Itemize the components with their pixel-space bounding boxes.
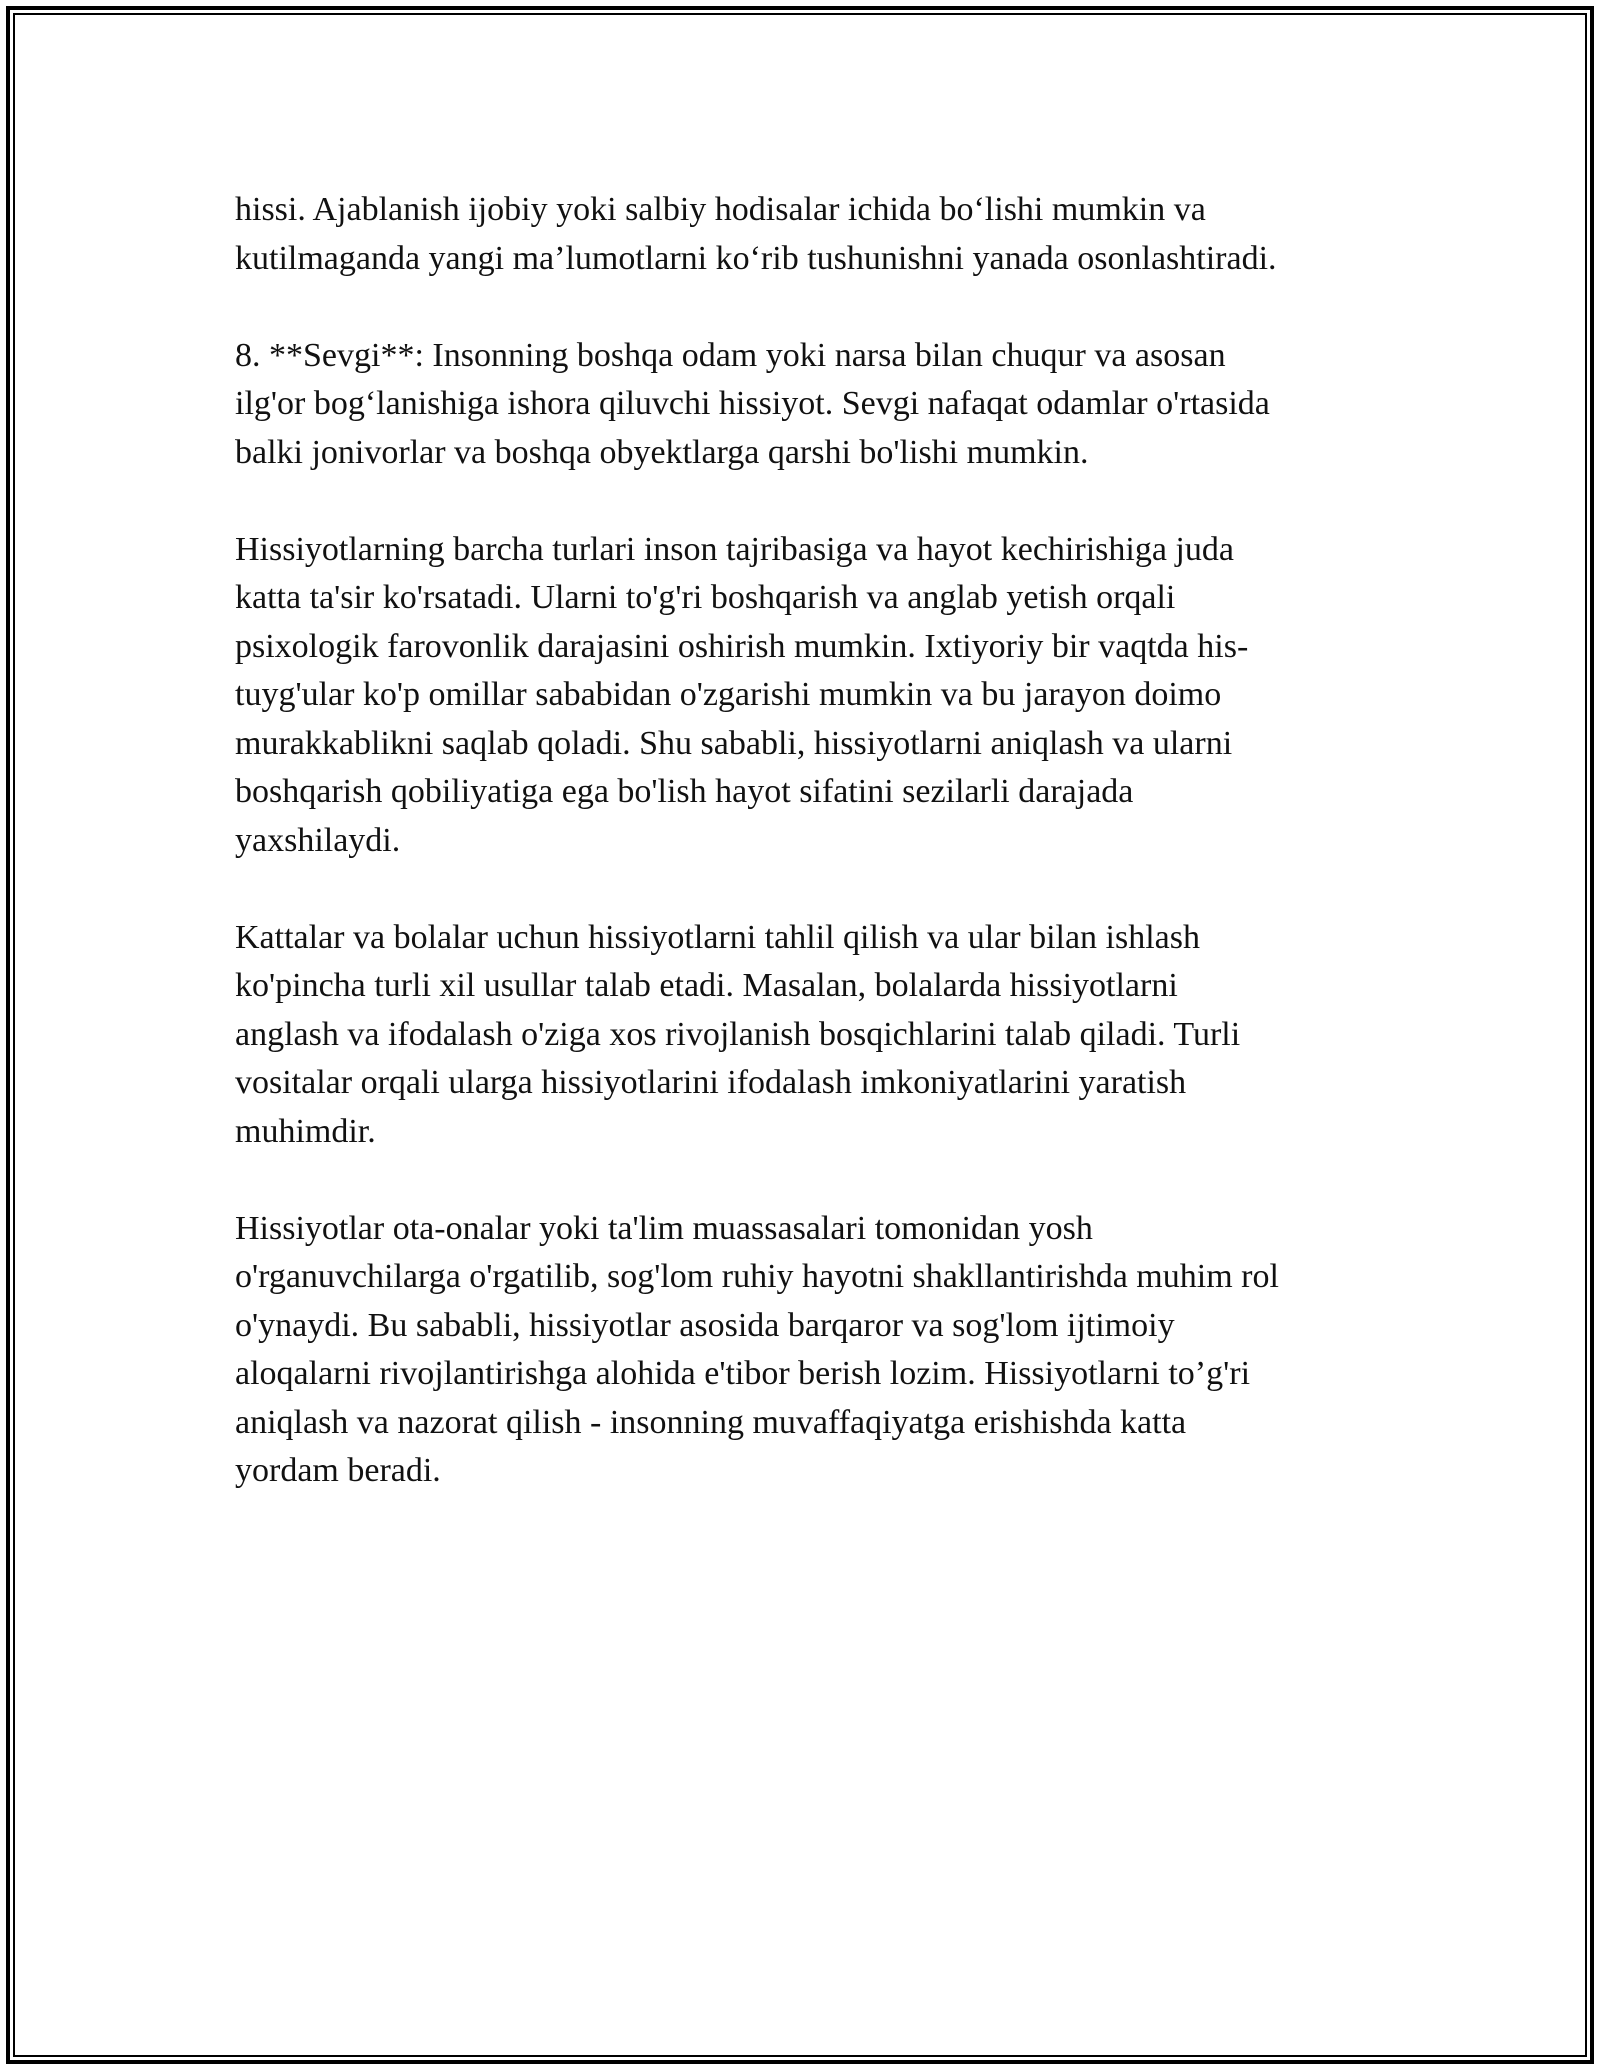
text-line: ilg'or bog‘lanishiga ishora qiluvchi hissiyot. Sevgi nafaqat odamlar o'rtasida bbox=[235, 385, 1270, 422]
text-line: o'rganuvchilarga o'rgatilib, sog'lom ruhiy hayotni shakllantirishda muhim rol bbox=[235, 1258, 1279, 1295]
text-line: aloqalarni rivojlantirishga alohida e'tibor berish lozim. Hissiyotlarni to’g'ri bbox=[235, 1355, 1251, 1392]
text-line: tuyg'ular ko'p omillar sababidan o'zgarishi mumkin va bu jarayon doimo bbox=[235, 676, 1222, 713]
text-line: Kattalar va bolalar uchun hissiyotlarni tahlil qilish va ular bilan ishlash bbox=[235, 918, 1200, 956]
paragraph bbox=[235, 1205, 1385, 1496]
text-line: Hissiyotlar ota-onalar yoki ta'lim muassasalari tomonidan yosh bbox=[235, 1209, 1093, 1247]
text-line: psixologik farovonlik darajasini oshirish mumkin. Ixtiyoriy bir vaqtda his- bbox=[235, 627, 1249, 665]
text-line: murakkablikni saqlab qoladi. Shu sababli, hissiyotlarni aniqlash va ularni bbox=[235, 724, 1233, 762]
text-line: aniqlash va nazorat qilish - insonning muvaffaqiyatga erishishda katta bbox=[235, 1403, 1187, 1441]
text-line: o'ynaydi. Bu sababli, hissiyotlar asosida barqaror va sog'lom ijtimoiy bbox=[235, 1306, 1175, 1344]
text-line: balki jonivorlar va boshqa obyektlarga qarshi bo'lishi mumkin. bbox=[235, 433, 1089, 471]
text-line: vositalar orqali ularga hissiyotlarini ifodalash imkoniyatlarini yaratish bbox=[235, 1064, 1187, 1101]
text-line: boshqarish qobiliyatiga ega bo'lish hayot sifatini sezilarli darajada bbox=[235, 773, 1134, 810]
text-line: 8. **Sevgi**: Insonning boshqa odam yoki narsa bilan chuqur va asosan bbox=[235, 336, 1226, 374]
text-line: yordam beradi. bbox=[235, 1452, 441, 1489]
text-line: yaxshilaydi. bbox=[235, 821, 401, 859]
text-line: ko'pincha turli xil usullar talab etadi. Masalan, bolalarda hissiyotlarni bbox=[235, 967, 1178, 1004]
paragraph bbox=[235, 914, 1385, 1157]
text-line: hissi. Ajablanish ijobiy yoki salbiy hodisalar ichida bo‘lishi mumkin va bbox=[235, 191, 1206, 228]
text-line: anglash va ifodalash o'ziga xos rivojlanish bosqichlarini talab qiladi. Turli bbox=[235, 1015, 1241, 1053]
document-body bbox=[235, 186, 1385, 1544]
text-line: muhimdir. bbox=[235, 1112, 376, 1150]
paragraph bbox=[235, 332, 1385, 478]
paragraph bbox=[235, 526, 1385, 866]
text-line: Hissiyotlarning barcha turlari inson tajribasiga va hayot kechirishiga juda bbox=[235, 530, 1234, 568]
paragraph bbox=[235, 186, 1385, 283]
text-line: kutilmaganda yangi ma’lumotlarni ko‘rib tushunishni yanada osonlashtiradi. bbox=[235, 239, 1277, 277]
text-line: katta ta'sir ko'rsatadi. Ularni to'g'ri boshqarish va anglab yetish orqali bbox=[235, 579, 1176, 616]
